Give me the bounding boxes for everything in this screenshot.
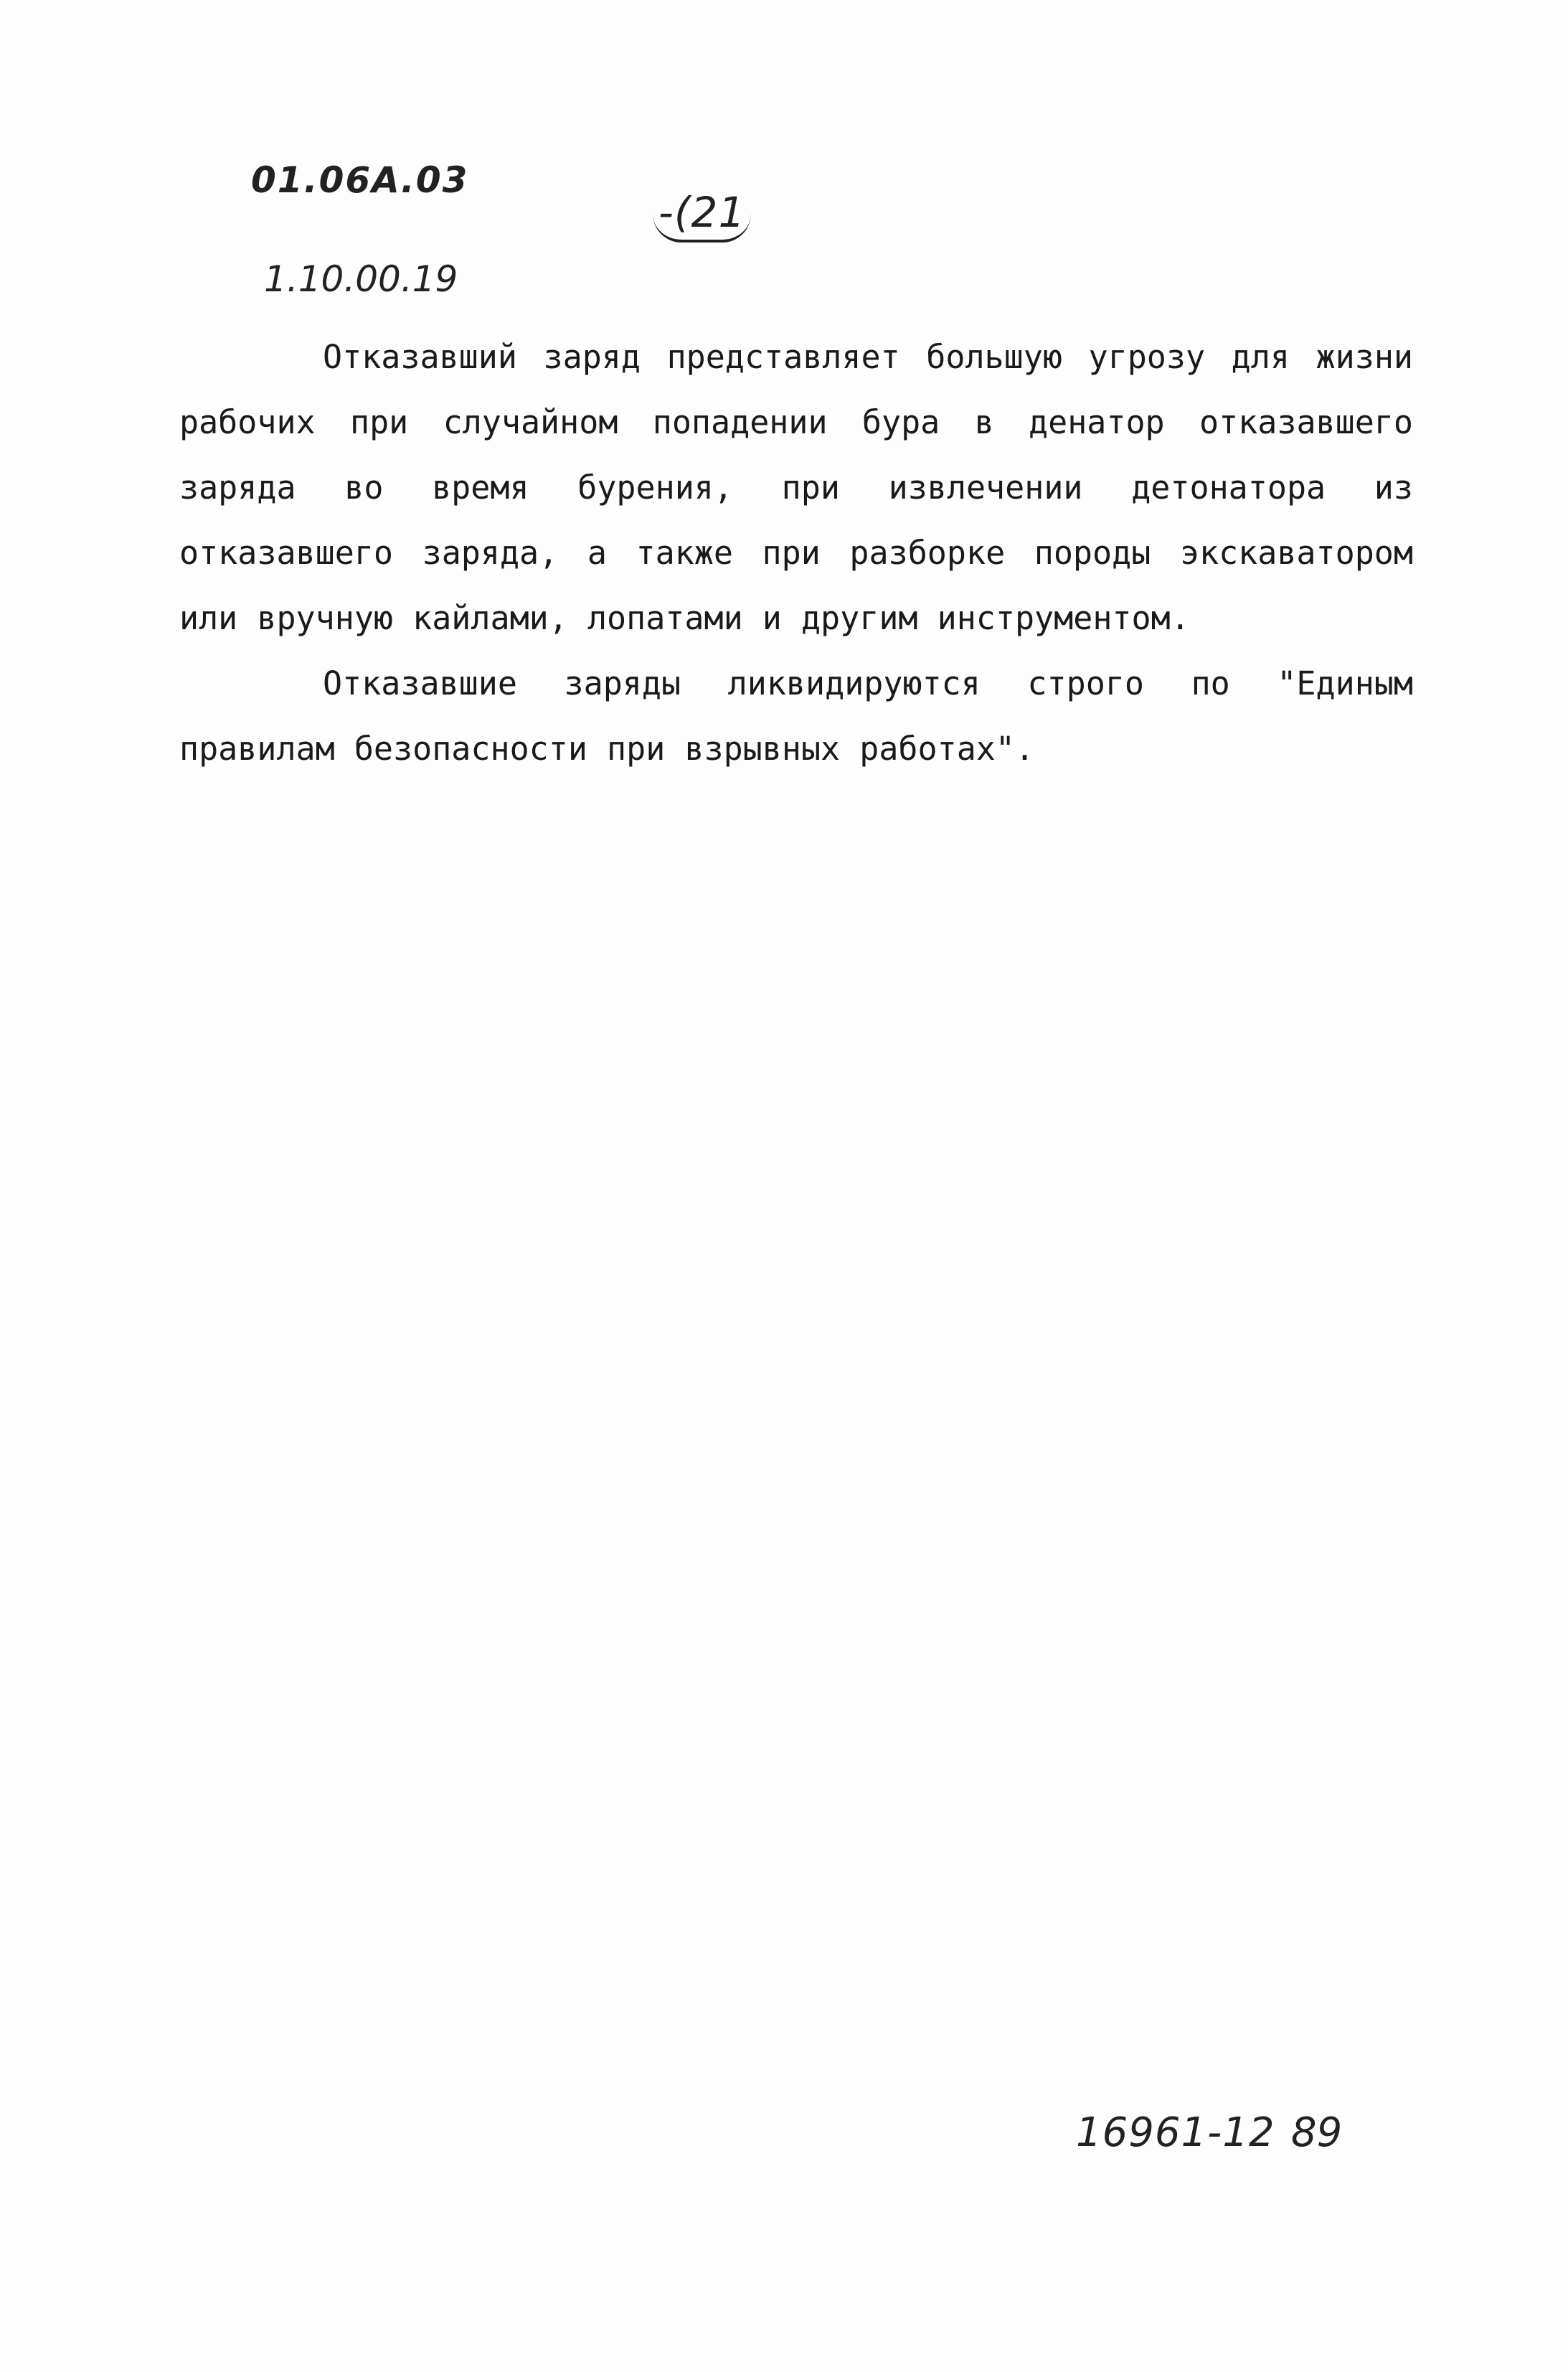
paragraph-2: Отказавшие заряды ликвидируются строго по "Единым правилам безопасности при взрывных работах". — [179, 664, 1413, 768]
document-code: 01.06А.03 — [251, 159, 469, 201]
footer-page-number: 89 — [1291, 2109, 1343, 2156]
body-text — [179, 324, 1413, 781]
footer-document-number: 16961-12 — [1076, 2109, 1275, 2156]
page-mark — [653, 188, 751, 243]
paragraph-1: Отказавший заряд представляет большую угрозу для жизни рабочих при случайном попадении бура в денатор отказавшего заряда во время бурения, при извлечении детонатора из отказавшего заряда, а также при разборке породы экскаватором или вручную кайлами, лопатами и другим инструментом. — [179, 338, 1413, 637]
section-code: 1.10.00.19 — [264, 258, 458, 300]
page-mark-text: -(21 — [653, 188, 751, 243]
